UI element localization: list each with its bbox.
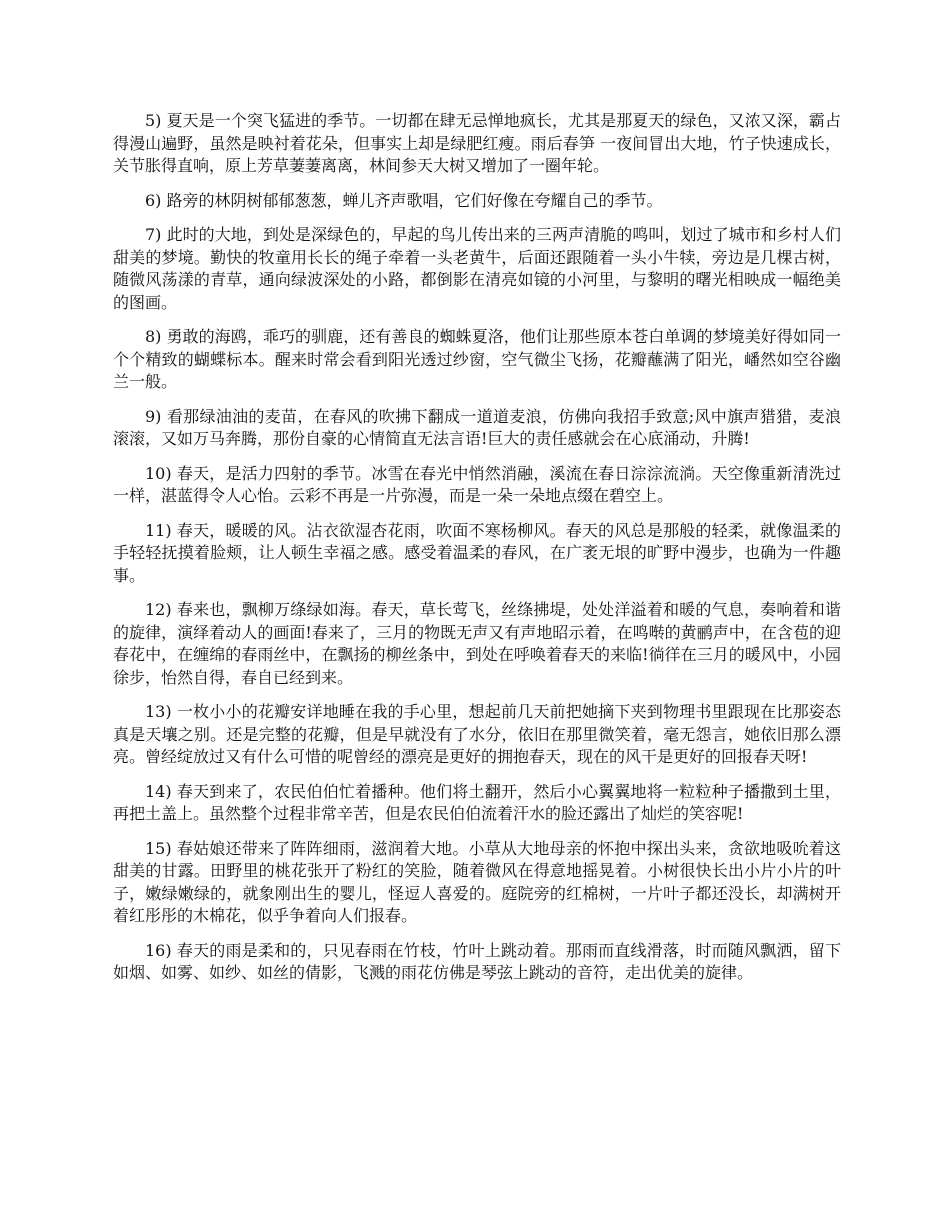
paragraph-13: 13) 一枚小小的花瓣安详地睡在我的手心里，想起前几天前把她摘下夹到物理书里跟现在比那姿态真是天壤之别。还是完整的花瓣，但是早就没有了水分，依旧在那里微笑着，毫无怨言，她依旧那么漂亮。曾经绽放过又有什么可惜的呢曾经的漂亮是更好的拥抱春天，现在的风干是更好的回报春天呀! <box>113 702 841 766</box>
paragraph-11: 11) 春天，暖暖的风。沾衣欲湿杏花雨，吹面不寒杨柳风。春天的风总是那般的轻柔，就像温柔的手轻轻抚摸着脸颊，让人顿生幸福之感。感受着温柔的春风，在广袤无垠的旷野中漫步，也确为一件趣事。 <box>113 520 841 585</box>
paragraph-5: 5) 夏天是一个突飞猛进的季节。一切都在肆无忌惮地疯长，尤其是那夏天的绿色，又浓又深，霸占得漫山遍野，虽然是映衬着花朵，但事实上却是绿肥红瘦。雨后春笋 一夜间冒出大地，竹子快速成长，关节胀得直响，原上芳草萋萋离离，林间参天大树又增加了一圈年轮。 <box>113 111 841 175</box>
paragraph-10: 10) 春天，是活力四射的季节。冰雪在春光中悄然消融，溪流在春日淙淙流淌。天空像重新清洗过一样，湛蓝得令人心怡。云彩不再是一片弥漫，而是一朵一朵地点缀在碧空上。 <box>113 463 841 505</box>
paragraph-7: 7) 此时的大地，到处是深绿色的，早起的鸟儿传出来的三两声清脆的鸣叫，划过了城市和乡村人们甜美的梦境。勤快的牧童用长长的绳子牵着一头老黄牛，后面还跟随着一头小牛犊，旁边是几棵古树，随微风荡漾的青草，通向绿波深处的小路，都倒影在清亮如镜的小河里，与黎明的曙光相映成一幅绝美的图画。 <box>113 225 841 312</box>
paragraph-9: 9) 看那绿油油的麦苗，在春风的吹拂下翻成一道道麦浪，仿佛向我招手致意;风中旗声猎猎，麦浪滚滚，又如万马奔腾，那份自豪的心情简直无法言语!巨大的责任感就会在心底涌动，升腾! <box>113 406 841 448</box>
paragraph-15: 15) 春姑娘还带来了阵阵细雨，滋润着大地。小草从大地母亲的怀抱中探出头来，贪欲地吸吮着这甜美的甘露。田野里的桃花张开了粉红的笑脸，随着微风在得意地摇晃着。小树很快长出小片小片的叶子，嫩绿嫩绿的，就象刚出生的婴儿，怪逗人喜爱的。庭院旁的红棉树，一片叶子都还没长，却满树开着红彤彤的木棉花，似乎争着向人们报春。 <box>113 838 841 925</box>
paragraph-16: 16) 春天的雨是柔和的，只见春雨在竹枝，竹叶上跳动着。那雨而直线滑落，时而随风飘洒，留下如烟、如雾、如纱、如丝的倩影，飞溅的雨花仿佛是琴弦上跳动的音符，走出优美的旋律。 <box>113 940 841 982</box>
document-page <box>113 110 841 997</box>
paragraph-12: 12) 春来也，飘柳万绦绿如海。春天，草长莺飞，丝绦拂堤，处处洋溢着和暖的气息，奏响着和谐的旋律，演绎着动人的画面!春来了，三月的物既无声又有声地昭示着，在鸣啭的黄鹂声中，在含苞的迎春花中，在缠绵的春雨丝中，在飘扬的柳丝条中，到处在呼唤着春天的来临!徜徉在三月的暖风中，小园徐步，怡然自得，春自已经到来。 <box>113 600 841 687</box>
paragraph-8: 8) 勇敢的海鸥，乖巧的驯鹿，还有善良的蜘蛛夏洛，他们让那些原本苍白单调的梦境美好得如同一个个精致的蝴蝶标本。醒来时常会看到阳光透过纱窗，空气微尘飞扬，花瓣蘸满了阳光，嶓然如空谷幽兰一般。 <box>113 327 841 391</box>
paragraph-14: 14) 春天到来了，农民伯伯忙着播种。他们将土翻开，然后小心翼翼地将一粒粒种子播撒到土里，再把土盖上。虽然整个过程非常辛苦，但是农民伯伯流着汗水的脸还露出了灿烂的笑容呢! <box>113 781 841 823</box>
paragraph-6: 6) 路旁的林阴树郁郁葱葱，蝉儿齐声歌唱，它们好像在夸耀自己的季节。 <box>145 190 663 210</box>
